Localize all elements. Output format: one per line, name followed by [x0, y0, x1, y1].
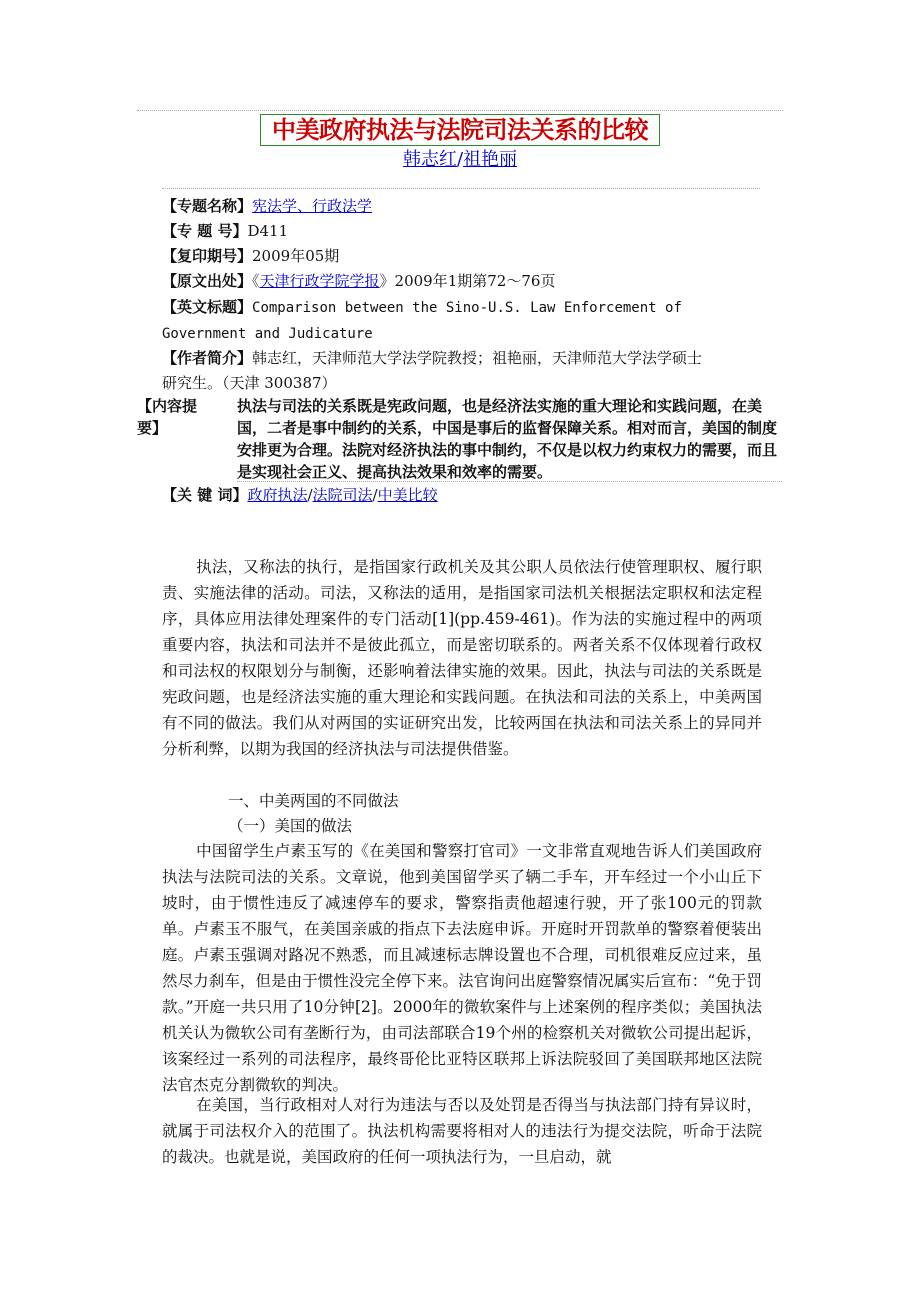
- body-paragraph-2: 中国留学生卢素玉写的《在美国和警察打官司》一文非常直观地告诉人们美国政府执法与法院司法的关系。文章说，他到美国留学买了辆二手车，开车经过一个小山丘下坡时，由于惯性违反了减速停车的要求，警察指责他超速行驶，开了张100元的罚款单。卢素玉不服气，在美国亲戚的指点下去法庭申诉。开庭时开罚款单的警察着便装出庭。卢素玉强调对路况不熟悉，而且减速标志牌设置也不合理，司机很难反应过来，虽然尽力刹车，但是由于惯性没完全停下来。法官询问出庭警察情况属实后宣布：“免于罚款。”开庭一共只用了10分钟[2]。2000年的微软案件与上述案例的程序类似；美国执法机关认为微软公司有垄断行为，由司法部联合19个州的检察机关对微软公司提出起诉，该案经过一系列的司法程序，最终哥伦比亚特区联邦上诉法院驳回了美国联邦地区法院法官杰克分割微软的判决。: [162, 842, 762, 1094]
- author-link-1[interactable]: 韩志红: [402, 149, 457, 170]
- abstract-bottom-divider: [237, 481, 782, 482]
- body-paragraph-3: 在美国，当行政相对人对行为违法与否以及处罚是否得当与执法部门持有异议时，就属于司法权介入的范围了。执法机构需要将相对人的违法行为提交法院，听命于法院的裁决。也就是说，美国政府的任何一项执法行为，一旦启动，就: [162, 1096, 762, 1166]
- meta-issue-label: 【复印期号】: [162, 247, 253, 265]
- keywords-label: 【关 键 词】: [162, 486, 248, 504]
- journal-link[interactable]: 天津行政学院学报: [259, 272, 380, 290]
- meta-issue: [162, 244, 762, 269]
- top-divider: [137, 110, 783, 111]
- en-title-line1: Comparison between the Sino-U.S. Law Enforcement of: [252, 300, 682, 316]
- keyword-sep-2: /: [372, 486, 378, 504]
- meta-en-title: [162, 295, 762, 321]
- section-heading-2: （一）美国的做法: [228, 817, 353, 835]
- author-separator: /: [456, 149, 464, 170]
- author-bio-line1: 韩志红，天津师范大学法学院教授；祖艳丽，天津师范大学法学硕士: [252, 349, 703, 367]
- keyword-link-1[interactable]: 政府执法: [247, 486, 308, 504]
- abstract-label-line2: 要】: [137, 419, 168, 437]
- meta-code-value: D411: [247, 222, 289, 240]
- meta-source-label: 【原文出处】: [162, 272, 253, 290]
- meta-code: [162, 219, 762, 244]
- meta-author-cont: [162, 371, 762, 396]
- body-paragraph-1: 执法，又称法的执行，是指国家行政机关及其公职人员依法行使管理职权、履行职责、实施法律的活动。司法，又称法的适用，是指国家司法机关根据法定职权和法定程序，具体应用法律处理案件的专门活动[1](pp.459-461)。作为法的实施过程中的两项重要内容，执法和司法并不是彼此孤立，而是密切联系的。两者关系不仅体现着行政权和司法权的权限划分与制衡，还影响着法律实施的效果。因此，执法与司法的关系既是宪政问题，也是经济法实施的重大理论和实践问题。在执法和司法的关系上，中美两国有不同的做法。我们从对两国的实证研究出发，比较两国在执法和司法关系上的异同并分析利弊，以期为我国的经济执法与司法提供借鉴。: [162, 558, 762, 758]
- section-heading-1: 一、中美两国的不同做法: [228, 792, 399, 810]
- meta-source: [162, 269, 762, 294]
- meta-issue-value: 2009年05期: [252, 247, 340, 265]
- meta-topic-label: 【专题名称】: [162, 197, 253, 215]
- keyword-link-2[interactable]: 法院司法: [312, 486, 373, 504]
- source-open: 《: [252, 272, 260, 290]
- meta-code-label: 【专 题 号】: [162, 222, 248, 240]
- meta-author-label: 【作者简介】: [162, 349, 253, 367]
- author-line: [0, 148, 920, 172]
- keywords-row: [162, 483, 762, 508]
- page-title: 中美政府执法与法院司法关系的比较: [260, 114, 660, 146]
- meta-top-divider: [162, 188, 760, 189]
- abstract-text: 执法与司法的关系既是宪政问题，也是经济法实施的重大理论和实践问题，在美国，二者是事中制约的关系，中国是事后的监督保障关系。相对而言，美国的制度安排更为合理。法院对经济执法的事中制约，不仅是以权力约束权力的需要，而且是实现社会正义、提高执法效果和效率的需要。: [237, 397, 778, 481]
- meta-en-title-cont: [162, 321, 762, 347]
- keyword-sep-1: /: [307, 486, 313, 504]
- source-rest: 》2009年1期第72～76页: [379, 272, 556, 290]
- meta-en-title-label: 【英文标题】: [162, 298, 253, 316]
- author-link-2[interactable]: 祖艳丽: [463, 149, 518, 170]
- abstract-label: [137, 395, 209, 439]
- topic-link[interactable]: 宪法学、行政法学: [252, 197, 373, 215]
- author-bio-line2: 研究生。（天津 300387）: [162, 374, 337, 392]
- abstract-label-line1: 【内容提: [137, 397, 198, 415]
- keyword-link-3[interactable]: 中美比较: [377, 486, 438, 504]
- en-title-line2: Government and Judicature: [162, 326, 373, 342]
- meta-topic: [162, 194, 762, 219]
- meta-author: [162, 346, 762, 371]
